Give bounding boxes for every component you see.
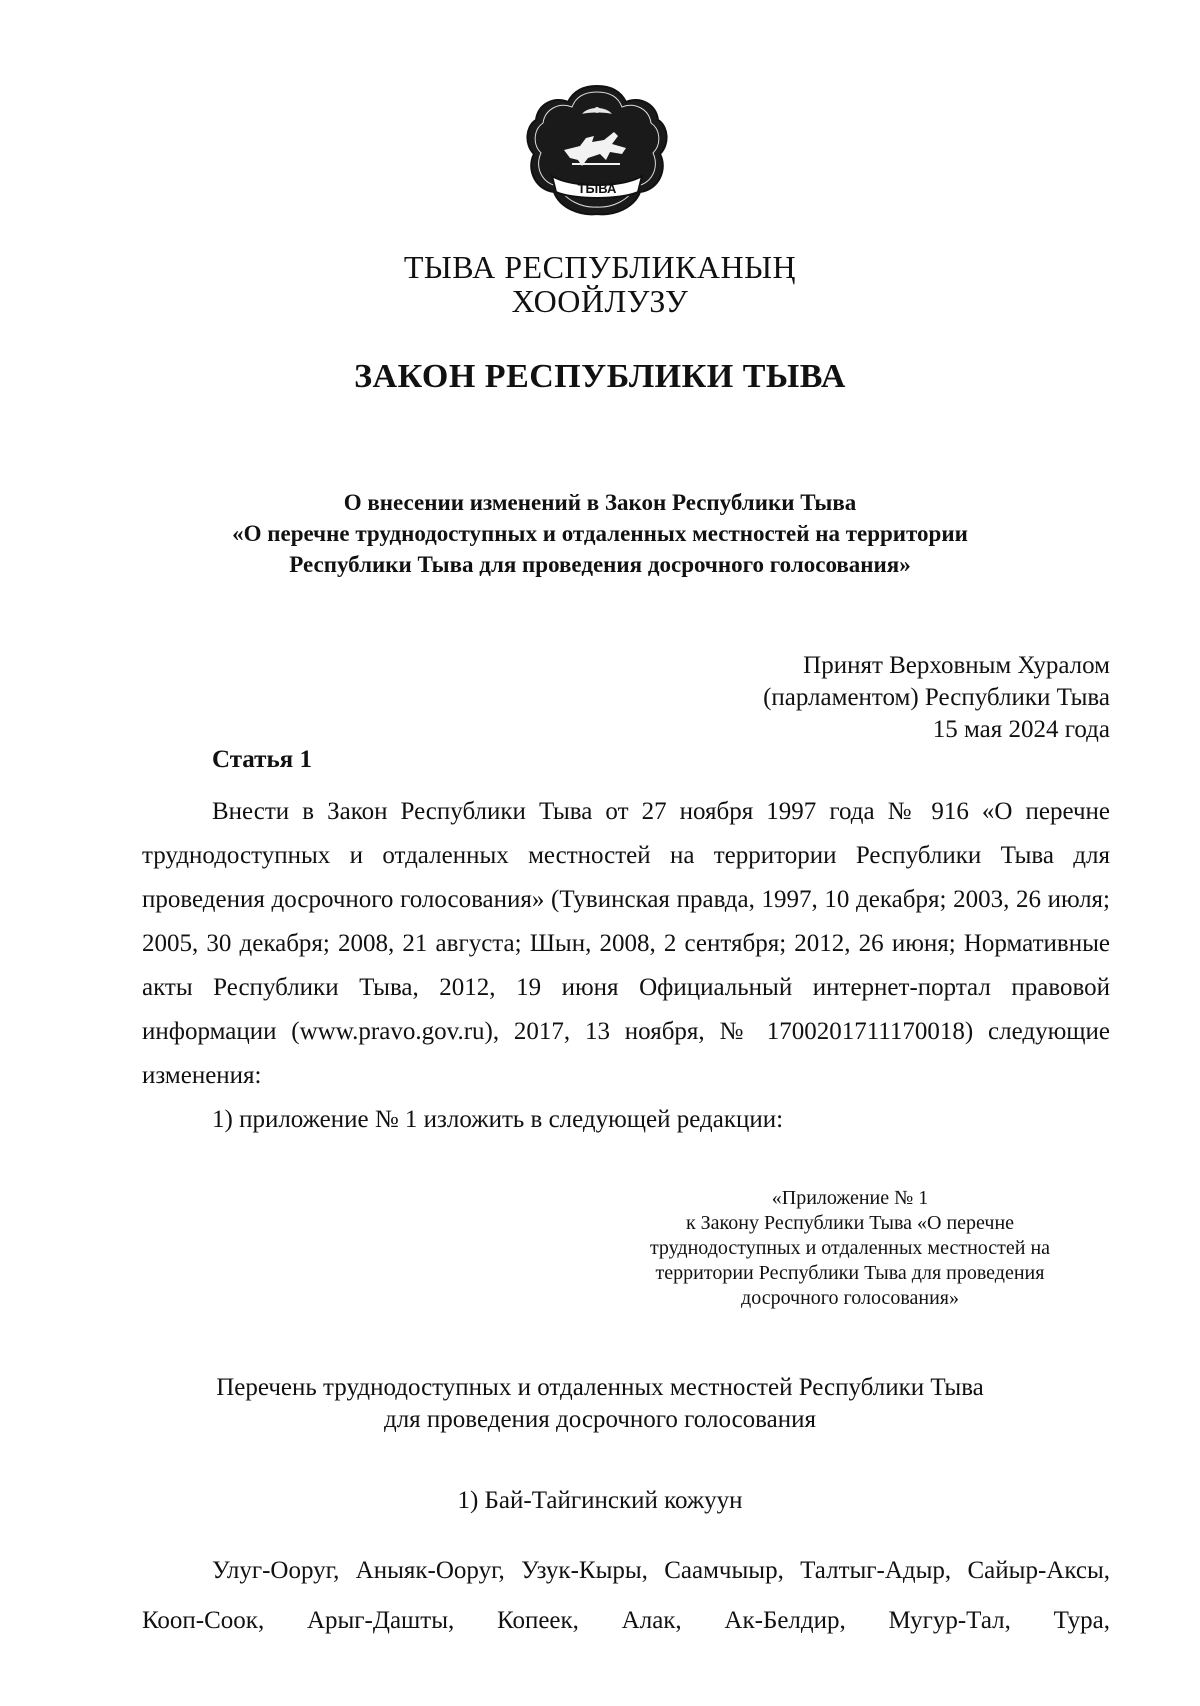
appendix-line3: труднодоступных и отдаленных местностей на [649, 1237, 1051, 1259]
adoption-note [763, 650, 1110, 746]
law-title-tuvan-line1: ТЫВА РЕСПУБЛИКАНЫҢ [403, 249, 797, 285]
emblem-ribbon-text: ТЫВА [577, 181, 617, 196]
article-body [142, 790, 1110, 1142]
list-title-line1: Перечень труднодоступных и отдаленных местностей Республики Тыва [216, 1374, 984, 1401]
appendix-line5: досрочного голосования» [741, 1287, 959, 1309]
article-heading: Статья 1 [212, 746, 312, 773]
law-title-tuvan [0, 250, 1200, 318]
region-heading: 1) Бай-Тайгинский кожуун [457, 1487, 743, 1514]
law-title-russian: ЗАКОН РЕСПУБЛИКИ ТЫВА [354, 358, 846, 395]
appendix-line1: «Приложение № 1 [771, 1187, 929, 1209]
appendix-line4: территории Республики Тыва для проведения [655, 1262, 1045, 1284]
village-list-text: Улуг-Ооруг, Аныяк-Ооруг, Узук-Кыры, Саамчыыр, Талтыг-Адыр, Сайыр-Аксы, Кооп-Соок, Арыг-Дашты, Копеек, Алак, Ак-Белдир, Мугур-Тал, Тура, [142, 1557, 1110, 1634]
adoption-date: 15 мая 2024 года [932, 716, 1110, 743]
list-title [0, 1372, 1200, 1436]
adoption-line2: (парламентом) Республики Тыва [763, 684, 1110, 711]
law-title-tuvan-line2: ХООЙЛУЗУ [511, 283, 689, 319]
tuva-coat-of-arms-icon [522, 80, 672, 220]
law-subject-line2: «О перечне труднодоступных и отдаленных местностей на территории [232, 521, 968, 546]
law-subject [0, 487, 1200, 580]
appendix-caption [580, 1186, 1120, 1311]
law-subject-line3: Республики Тыва для проведения досрочного голосования» [289, 552, 911, 577]
adoption-line1: Принят Верховным Хуралом [803, 652, 1110, 679]
village-list [142, 1546, 1110, 1646]
law-subject-line1: О внесении изменений в Закон Республики Тыва [343, 490, 857, 515]
article-paragraph: Внести в Закон Республики Тыва от 27 ноября 1997 года № 916 «О перечне труднодоступных и отдаленных местностей на территории Республики Тыва для проведения досрочного голосования» (Тувинская правда, 1997, 10 декабря; 2003, 26 июля; 2005, 30 декабря; 2008, 21 августа; Шын, 2008, 2 сентября; 2012, 26 июня; Нормативные акты Республики Тыва, 2012, 19 июня Официальный интернет-портал правовой информации (www.pravo.gov.ru), 2017, 13 ноября, № 1700201711170018) следующие изменения: [142, 798, 1110, 1089]
article-paragraph: 1) приложение № 1 изложить в следующей редакции: [212, 1106, 784, 1133]
list-title-line2: для проведения досрочного голосования [383, 1406, 817, 1433]
appendix-line2: к Закону Республики Тыва «О перечне [685, 1212, 1015, 1234]
